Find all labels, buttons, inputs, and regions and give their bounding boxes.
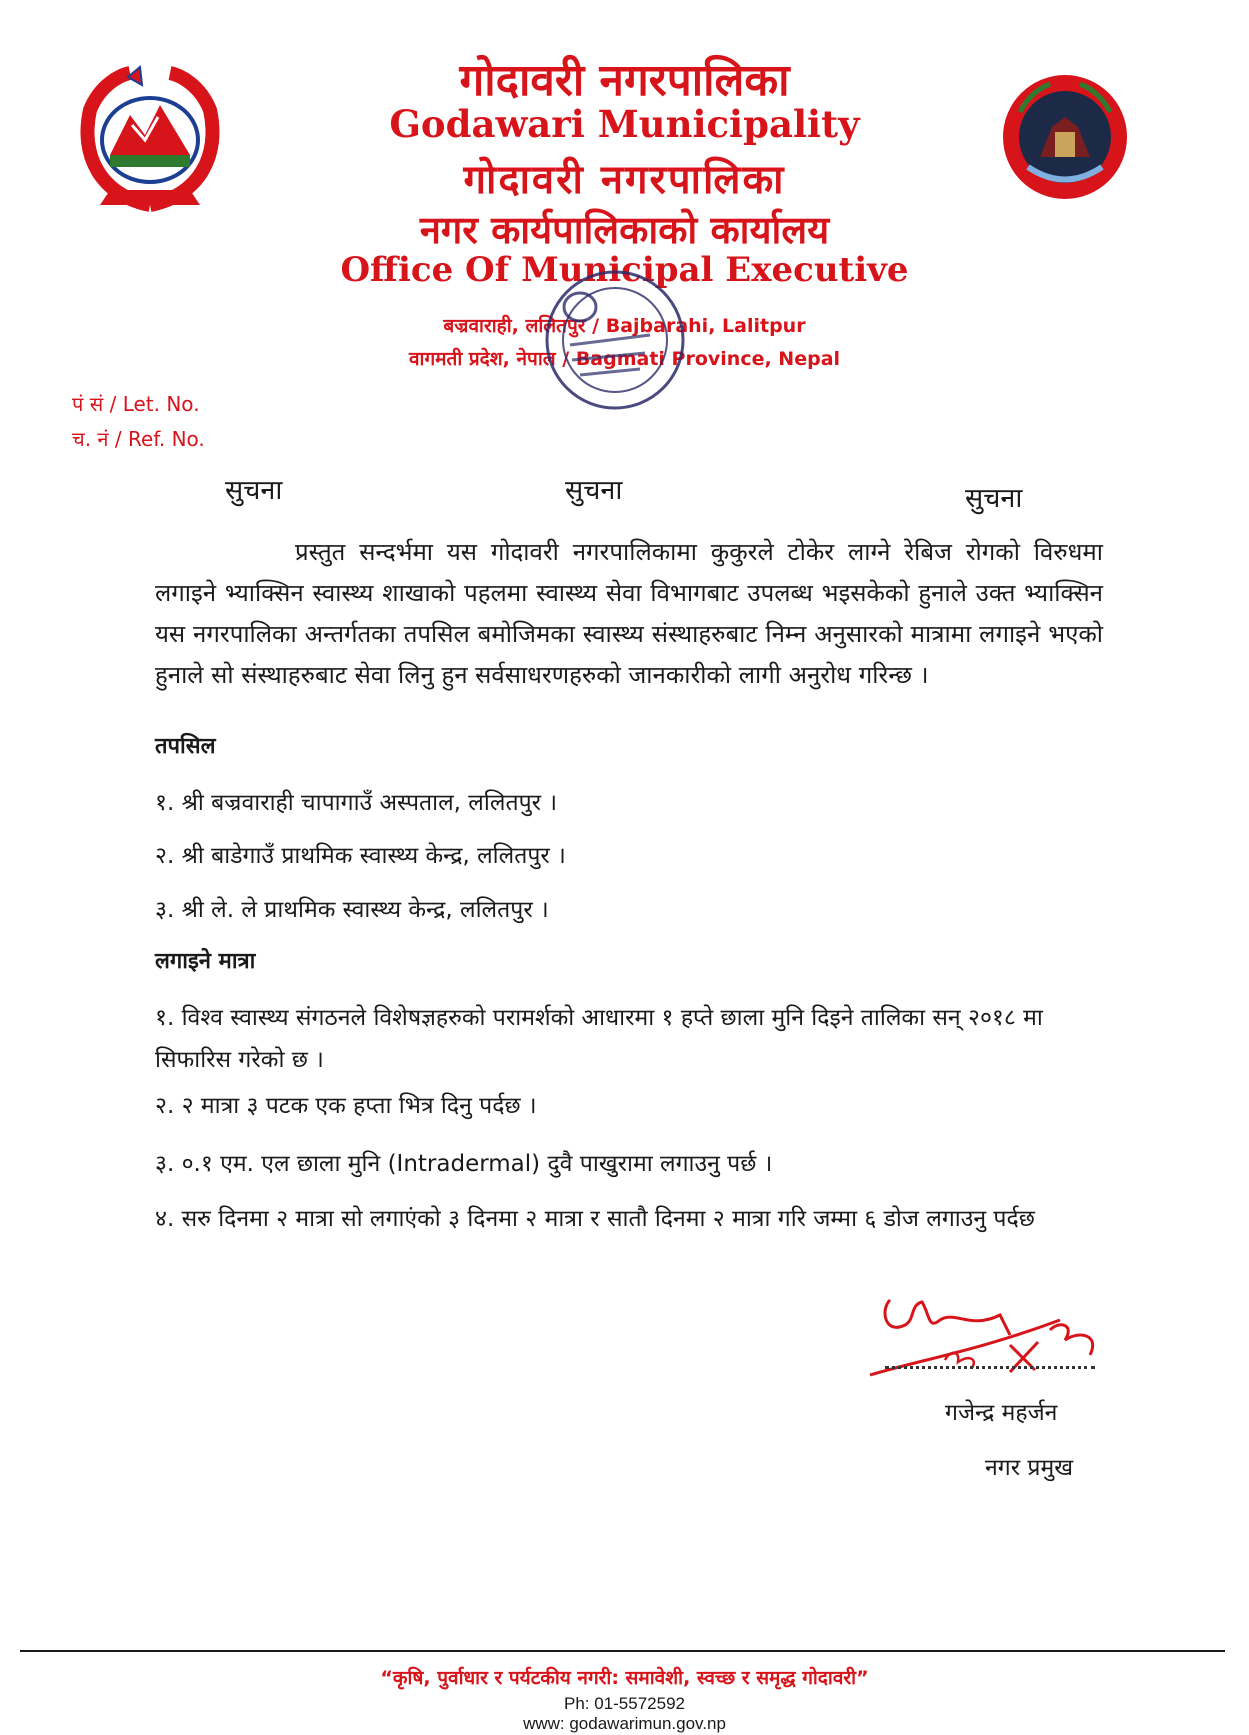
notice-paragraph: प्रस्तुत सन्दर्भमा यस गोदावरी नगरपालिकामा कुकुरले टोकेर लाग्ने रेबिज रोगको विरुधमा लगाइने भ्याक्सिन स्वास्थ्य शाखाको पहलमा स्वास्थ्य सेवा विभागबाट उपलब्ध भइसकेको हुनाले उक्त भ्याक्सिन यस नगरपालिका अन्तर्गतका तपसिल बमोजिमका स्वास्थ्य संस्थाहरुबाट निम्न अनुसारको मात्रामा लगाइने भएको हुनाले सो संस्थाहरुबाट सेवा लिनु हुन सर्वसाधरणहरुको जानकारीको लागी अनुरोध गरिन्छ । [155,538,1103,689]
list-heading: तपसिल [155,734,216,759]
dose-item: १. विश्व स्वास्थ्य संगठनले विशेषज्ञहरुको परामर्शको आधारमा १ हप्ते छाला मुनि दिइने तालिका सन् २०१८ मा सिफारिस गरेको छ । [155,1005,1043,1073]
list-item: १. श्री बज्रवाराही चापागाउँ अस्पताल, ललितपुर । [155,790,558,816]
signatory-designation: नगर प्रमुख [985,1455,1074,1481]
footer-phone: Ph: 01-5572592 [564,1694,685,1713]
handwritten-signature-icon [860,1280,1120,1390]
letter-number-label: पं सं / Let. No. [72,392,200,416]
title-nepali: गोदावरी नगरपालिका [459,55,790,106]
signatory-name: गजेन्द्र महर्जन [945,1400,1058,1426]
notice-word-left: सुचना [225,475,283,506]
title-english: Godawari Municipality [389,102,860,146]
dose-item: ४. सरु दिनमा २ मात्रा सो लगाएंको ३ दिनमा २ मात्रा र सातौ दिनमा २ मात्रा गरि जम्मा ६ डोज लगाउनु पर्दछ [155,1206,1035,1232]
title-newari: गोदावरी नगरपालिका [463,157,786,203]
dose-item: २. २ मात्रा ३ पटक एक हप्ता भित्र दिनु पर्दछ । [155,1093,537,1119]
dose-item: ३. ०.१ एम. एल छाला मुनि (Intradermal) दुवै पाखुरामा लगाउनु पर्छ । [155,1151,773,1177]
office-english: Office Of Municipal Executive [340,250,909,290]
notice-word-right: सुचना [965,483,1023,514]
list-item: २. श्री बाडेगाउँ प्राथमिक स्वास्थ्य केन्द्र, ललितपुर । [155,843,566,869]
notice-word-center: सुचना [565,475,623,506]
office-nepali: नगर कार्यपालिकाको कार्यालय [419,208,830,252]
list-item: ३. श्री ले. ले प्राथमिक स्वास्थ्य केन्द्र, ललितपुर । [155,897,549,923]
reference-number-label: च. नं / Ref. No. [72,427,205,451]
address-line-2: वागमती प्रदेश, नेपाल / Bagmati Province, Nepal [408,348,841,370]
office-seal-icon [540,265,690,415]
signature-dotted-line [885,1366,1095,1369]
footer-divider [20,1650,1225,1652]
footer-slogan: “कृषि, पुर्वाधार र पर्यटकीय नगरी: समावेशी, स्वच्छ र समृद्ध गोदावरी” [380,1667,869,1689]
dose-heading: लगाइने मात्रा [155,949,256,974]
footer-website: www: godawarimun.gov.np [523,1714,726,1733]
address-line-1: बज्रवाराही, ललितपुर / Bajbarahi, Lalitpur [443,315,806,337]
